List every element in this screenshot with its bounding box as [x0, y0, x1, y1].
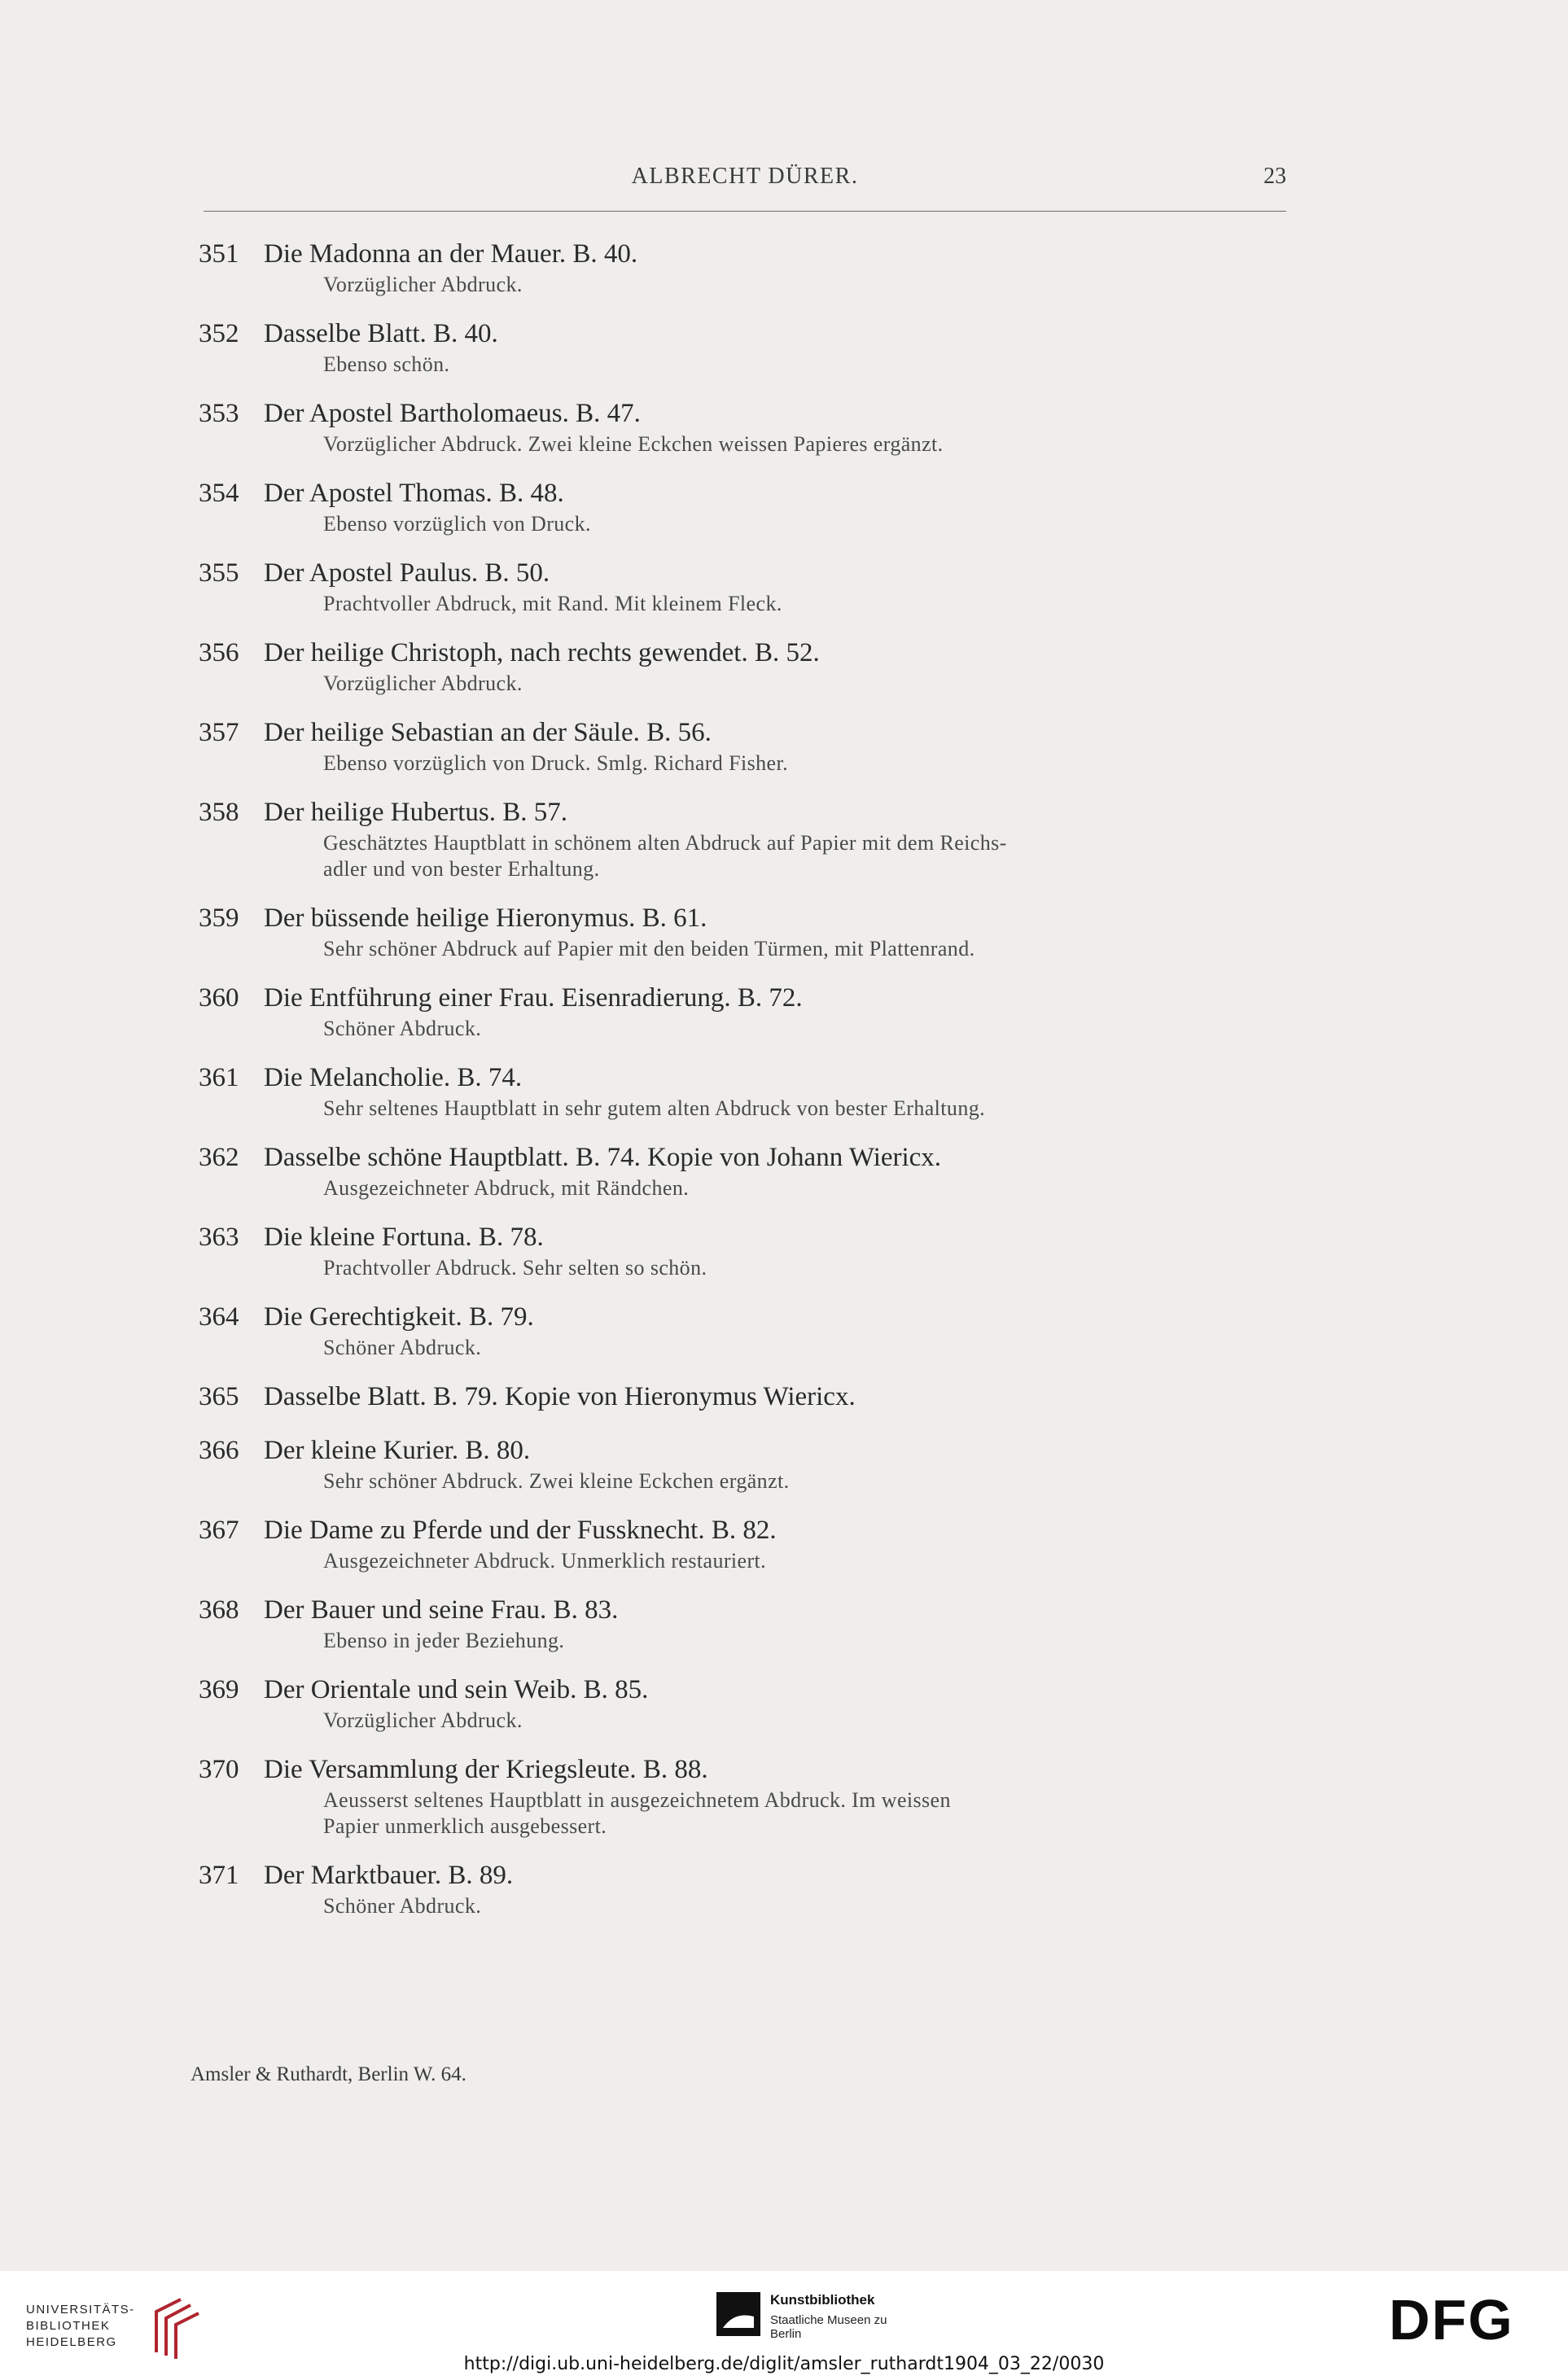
entry-number: 363: [199, 1223, 239, 1252]
entry-title: Der Orientale und sein Weib. B. 85.: [264, 1675, 649, 1704]
entry-note: Schöner Abdruck.: [323, 1894, 482, 1918]
entry-title: Die Versammlung der Kriegsleute. B. 88.: [264, 1755, 708, 1784]
catalog-entry: [199, 1512, 1290, 1574]
entry-heading: [199, 980, 1290, 1016]
entry-note: Ebenso schön.: [323, 352, 450, 376]
entry-heading: [199, 1857, 1290, 1893]
catalog-entry: [199, 1672, 1290, 1734]
entry-number: 368: [199, 1595, 239, 1625]
catalog-entry: [199, 1060, 1290, 1122]
entry-title: Der Apostel Bartholomaeus. B. 47.: [264, 399, 641, 428]
entry-number: 366: [199, 1436, 239, 1465]
catalog-entry: [199, 715, 1290, 777]
page-number: 23: [1264, 164, 1286, 189]
entry-note: Ebenso vorzüglich von Druck.: [323, 512, 591, 536]
museum-mark-icon: [716, 2292, 760, 2336]
entry-number: 369: [199, 1675, 239, 1704]
entry-title: Dasselbe Blatt. B. 40.: [264, 319, 498, 348]
university-library-name: UNIVERSITÄTS- BIBLIOTHEK HEIDELBERG: [26, 2303, 135, 2349]
entry-heading: [199, 475, 1290, 511]
dfg-logo[interactable]: DFG: [1389, 2288, 1514, 2352]
entry-heading: [199, 1433, 1290, 1468]
catalog-entry: [199, 1752, 1290, 1840]
entry-note: Ausgezeichneter Abdruck, mit Rändchen.: [323, 1176, 690, 1200]
entry-number: 358: [199, 798, 239, 827]
kunstbibliothek-title: Kunstbibliothek: [770, 2292, 875, 2308]
catalog-entry: [199, 635, 1290, 697]
entry-number: 357: [199, 718, 239, 747]
entry-number: 371: [199, 1861, 239, 1890]
entry-number: 354: [199, 479, 239, 508]
entry-title: Die Entführung einer Frau. Eisenradierung. B. 72.: [264, 983, 803, 1013]
catalog-entry: [199, 1857, 1290, 1919]
library-mark-icon: [148, 2295, 205, 2360]
catalog-entry: [199, 1219, 1290, 1281]
entry-title: Der heilige Sebastian an der Säule. B. 56.: [264, 718, 712, 747]
catalog-entry: [199, 475, 1290, 537]
entry-number: 353: [199, 399, 239, 428]
entry-title: Die Madonna an der Mauer. B. 40.: [264, 239, 638, 269]
entry-number: 367: [199, 1516, 239, 1545]
kunstbibliothek-logo[interactable]: [716, 2287, 912, 2344]
catalog-entry: [199, 980, 1290, 1042]
university-library-logo[interactable]: [26, 2295, 213, 2360]
entry-title: Der heilige Hubertus. B. 57.: [264, 798, 568, 827]
entry-number: 351: [199, 239, 239, 269]
entry-heading: [199, 1672, 1290, 1708]
entry-number: 360: [199, 983, 239, 1013]
entry-note: Schöner Abdruck.: [323, 1017, 482, 1040]
entry-heading: [199, 316, 1290, 352]
entry-number: 365: [199, 1382, 239, 1411]
catalog-entry: [199, 1140, 1290, 1201]
entry-note: Prachtvoller Abdruck, mit Rand. Mit kleinem Fleck.: [323, 592, 782, 615]
catalog-entry: [199, 1592, 1290, 1654]
entry-title: Dasselbe Blatt. B. 79. Kopie von Hieronymus Wiericx.: [264, 1382, 856, 1411]
entry-note: Sehr seltenes Hauptblatt in sehr gutem alten Abdruck von bester Erhaltung.: [323, 1096, 986, 1120]
entry-heading: [199, 236, 1290, 272]
catalog-entry: [199, 396, 1290, 457]
entry-number: 355: [199, 558, 239, 588]
entry-heading: [199, 1060, 1290, 1096]
catalog-entry: [199, 794, 1290, 882]
catalog-entry: [199, 1299, 1290, 1361]
entry-heading: [199, 1752, 1290, 1787]
entry-heading: [199, 715, 1290, 750]
entry-heading: [199, 635, 1290, 671]
entry-heading: [199, 555, 1290, 591]
catalog-entry: [199, 1433, 1290, 1494]
entry-note: Prachtvoller Abdruck. Sehr selten so schön.: [323, 1256, 707, 1280]
entry-note: Papier unmerklich ausgebessert.: [323, 1814, 607, 1838]
entry-heading: [199, 900, 1290, 936]
catalog-entry: [199, 1379, 1290, 1415]
entry-heading: [199, 1379, 1290, 1415]
running-head: [204, 159, 1286, 212]
entry-title: Der Apostel Thomas. B. 48.: [264, 479, 564, 508]
entry-heading: [199, 396, 1290, 431]
entry-title: Die Dame zu Pferde und der Fussknecht. B. 82.: [264, 1516, 777, 1545]
entry-number: 352: [199, 319, 239, 348]
entry-note: Ebenso vorzüglich von Druck. Smlg. Richard Fisher.: [323, 751, 788, 775]
entry-note: Aeusserst seltenes Hauptblatt in ausgezeichnetem Abdruck. Im weissen: [323, 1788, 951, 1812]
entry-title: Der heilige Christoph, nach rechts gewendet. B. 52.: [264, 638, 820, 667]
permalink-url[interactable]: http://digi.ub.uni-heidelberg.de/diglit/amsler_ruthardt1904_03_22/0030: [463, 2354, 1105, 2374]
entry-note: Schöner Abdruck.: [323, 1336, 482, 1359]
entry-note: Vorzüglicher Abdruck.: [323, 672, 523, 695]
entry-number: 370: [199, 1755, 239, 1784]
catalog-entry: [199, 236, 1290, 298]
entry-title: Der büssende heilige Hieronymus. B. 61.: [264, 903, 707, 933]
entry-number: 364: [199, 1302, 239, 1332]
footer-bar: [0, 2271, 1568, 2380]
catalog-entry: [199, 555, 1290, 617]
entry-title: Der Apostel Paulus. B. 50.: [264, 558, 550, 588]
entry-title: Die Gerechtigkeit. B. 79.: [264, 1302, 534, 1332]
entry-heading: [199, 1219, 1290, 1255]
entry-note: Vorzüglicher Abdruck.: [323, 1708, 523, 1732]
entry-number: 361: [199, 1063, 239, 1092]
entry-title: Der Marktbauer. B. 89.: [264, 1861, 514, 1890]
running-title: ALBRECHT DÜRER.: [631, 164, 859, 189]
entry-heading: [199, 1299, 1290, 1335]
publisher-line: Amsler & Ruthardt, Berlin W. 64.: [191, 2063, 466, 2085]
entry-heading: [199, 1592, 1290, 1628]
entry-title: Der Bauer und seine Frau. B. 83.: [264, 1595, 619, 1625]
entry-note: Vorzüglicher Abdruck.: [323, 273, 523, 296]
entry-note: Ebenso in jeder Beziehung.: [323, 1629, 565, 1652]
catalog-entry: [199, 316, 1290, 378]
entry-note: Geschätztes Hauptblatt in schönem alten Abdruck auf Papier mit dem Reichs-: [323, 831, 1007, 855]
entry-number: 359: [199, 903, 239, 933]
kunstbibliothek-subtitle: Staatliche Museen zu Berlin: [770, 2313, 887, 2341]
entry-heading: [199, 1140, 1290, 1175]
entry-heading: [199, 1512, 1290, 1548]
entry-note: adler und von bester Erhaltung.: [323, 857, 600, 881]
entry-note: Ausgezeichneter Abdruck. Unmerklich restauriert.: [323, 1549, 767, 1573]
catalog-entry: [199, 900, 1290, 962]
entry-heading: [199, 794, 1290, 830]
entry-title: Dasselbe schöne Hauptblatt. B. 74. Kopie von Johann Wiericx.: [264, 1143, 942, 1172]
entry-note: Sehr schöner Abdruck. Zwei kleine Eckchen ergänzt.: [323, 1469, 790, 1493]
entry-note: Sehr schöner Abdruck auf Papier mit den beiden Türmen, mit Plattenrand.: [323, 937, 975, 960]
entry-note: Vorzüglicher Abdruck. Zwei kleine Eckchen weissen Papieres ergänzt.: [323, 432, 944, 456]
entry-title: Die Melancholie. B. 74.: [264, 1063, 523, 1092]
entry-number: 362: [199, 1143, 239, 1172]
entry-title: Der kleine Kurier. B. 80.: [264, 1436, 531, 1465]
catalog-entries: [199, 236, 1290, 1937]
entry-number: 356: [199, 638, 239, 667]
entry-title: Die kleine Fortuna. B. 78.: [264, 1223, 544, 1252]
